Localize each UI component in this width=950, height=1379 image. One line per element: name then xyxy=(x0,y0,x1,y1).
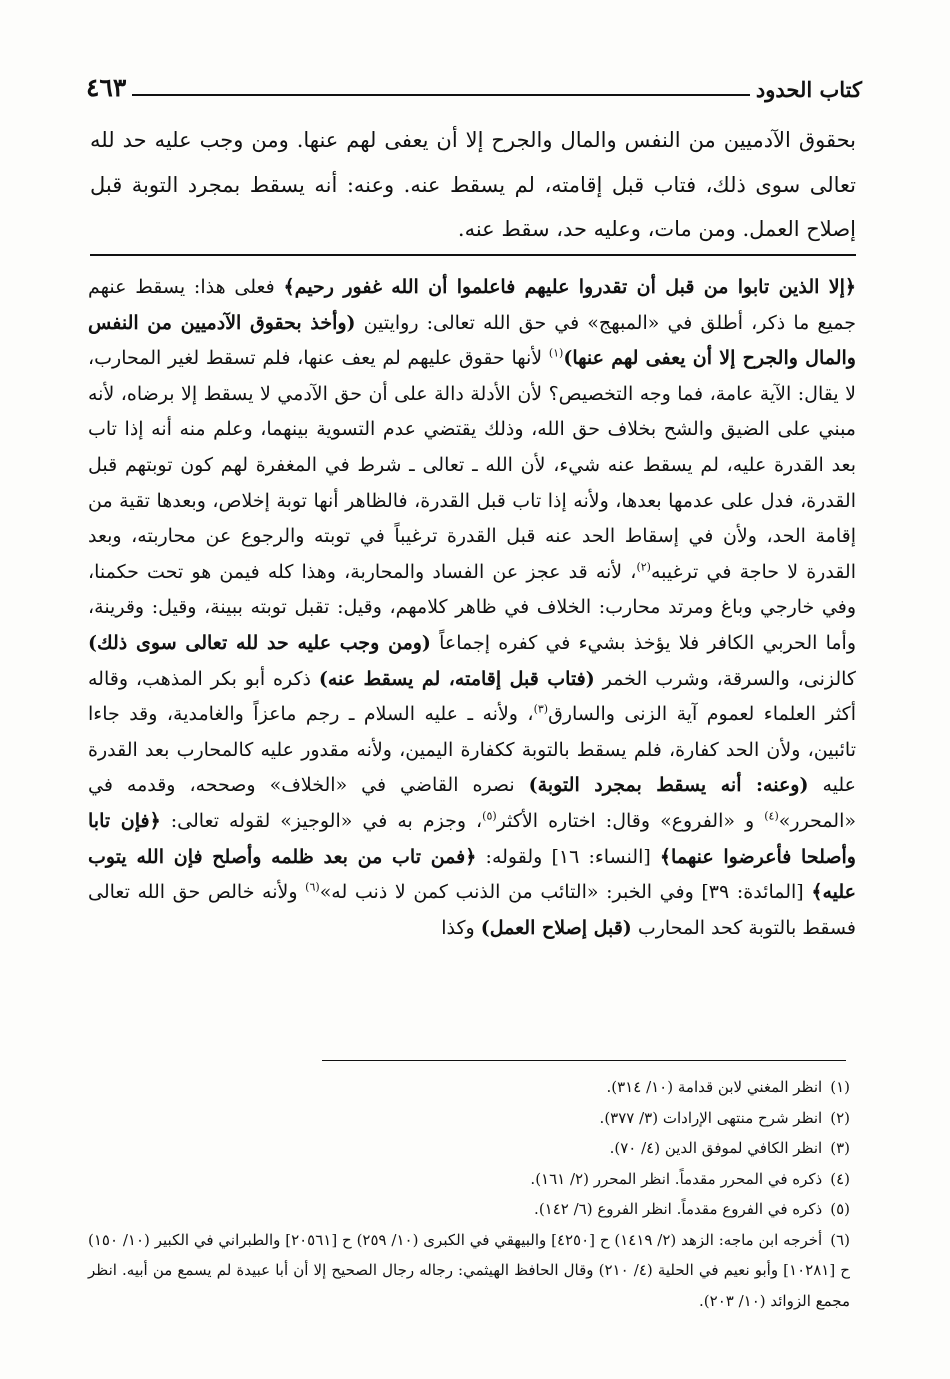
footnote-text: ذكره في المحرر مقدماً. انظر المحرر (٢/ ١٦١). xyxy=(530,1169,823,1188)
footnote-marker: (٢) xyxy=(636,560,651,574)
quoted-text: (ومن وجب عليه حد لله تعالى سوى ذلك) xyxy=(88,631,431,654)
footnotes xyxy=(88,1072,850,1316)
matn-text: بحقوق الآدميين من النفس والمال والجرح إلا أن يعفى لهم عنها. ومن وجب عليه حد لله تعالى سوى ذلك، فتاب قبل إقامته، لم يسقط عنه. وعنه: أنه يسقط بمجرد التوبة قبل إصلاح العمل. ومن مات، وعليه حد، سقط عنه. xyxy=(90,128,856,241)
quoted-text: (فتاب قبل إقامته، لم يسقط عنه) xyxy=(318,667,595,690)
page-number: ٤٦٣ xyxy=(86,73,127,102)
book-title: كتاب الحدود xyxy=(755,77,862,102)
footnote-text: انظر شرح منتهى الإرادات (٣/ ٣٧٧). xyxy=(599,1108,823,1127)
matn-divider xyxy=(90,254,856,256)
commentary-text: لأنها حقوق عليهم لم يعف عنها، فلم تسقط لغير المحارب، لا يقال: الآية عامة، فما وجه التخصيص؟ لأن الأدلة دالة على أن حق الآدمي لا يسقط إلا برضاه، لأنه مبني على الضيق والشح بخلاف حق الله، وذلك يقتضي عدم التسوية بينهما، وعلم منه أنه إذا تاب بعد القدرة عليه، لم يسقط عنه شيء، لأن الله ـ تعالى ـ شرط في المغفرة لهم كون توبتهم قبل القدرة، فدل على عدمها بعدها، ولأنه إذا تاب قبل القدرة، فالظاهر أنها توبة إخلاص، وبعدها تقية من إقامة الحد، ولأن في إسقاط الحد عنه قبل القدرة ترغيباً في توبته والرجوع عن محاربته، وبعد القدرة لا حاجة في ترغيبه xyxy=(88,347,856,583)
footnote-item xyxy=(88,1225,850,1317)
footnote-number: (٢) xyxy=(830,1108,850,1127)
footnote-item xyxy=(88,1072,850,1103)
commentary-text: ، لأنه قد عجز عن الفساد والمحاربة، وهذا كله فيمن هو تحت حكمنا، وفي خارجي وباغ ومرتد محارب: الخلاف في ظاهر كلامهم، وقيل: تقبل توبته ببينة، وقيل: وقرينة، وأما الحربي الكافر فلا يؤخذ بشيء في كفره إجماعاً xyxy=(88,560,856,654)
sharh-text xyxy=(88,270,856,946)
commentary-text: و «الفروع» وقال: اختاره الأكثر xyxy=(496,809,765,832)
footnote-text: انظر الكافي لموفق الدين (٤/ ٧٠). xyxy=(609,1139,823,1157)
footnote-marker: (٣) xyxy=(533,702,549,716)
footnote-item xyxy=(88,1164,850,1195)
commentary-text: وكذا xyxy=(441,916,481,939)
footnote-number: (٥) xyxy=(830,1200,850,1218)
commentary-text: ، ولأنه ـ عليه السلام ـ رجم ماعزاً والغامدية، وقد جاءا تائبين، ولأن الحد كفارة، فلم يسقط بالتوبة ككفارة اليمين، ولأنه مقدور عليه كالمحارب بعد القدرة عليه xyxy=(88,703,856,797)
commentary-text: كالزنى، والسرقة، وشرب الخمر xyxy=(594,667,856,690)
footnote-marker: (٤) xyxy=(764,809,779,823)
footnote-number: (٣) xyxy=(830,1139,850,1157)
commentary-text: فعلى هذا: يسقط عنهم جميع ما ذكر، أطلق في «المبهج» في حق الله تعالى: روايتين xyxy=(88,276,856,334)
footnote-marker: (٥) xyxy=(482,809,497,823)
quoted-text: ﴿فإن تابا وأصلحا فأعرضوا عنهما﴾ xyxy=(88,809,856,868)
footnote-item xyxy=(88,1133,850,1164)
quoted-text: ﴿إلا الذين تابوا من قبل أن تقدروا عليهم فاعلموا أن الله غفور رحيم﴾ xyxy=(283,276,856,298)
header-rule xyxy=(132,94,750,96)
footnote-text: انظر المغني لابن قدامة (١٠/ ٣١٤). xyxy=(606,1078,823,1096)
commentary-text: ولأنه خالص حق الله تعالى فسقط بالتوبة كحد المحارب xyxy=(88,881,856,939)
commentary-text: [المائدة: ٣٩] وفي الخبر: «التائب من الذنب كمن لا ذنب له» xyxy=(319,881,812,904)
footnote-marker: (١) xyxy=(548,346,564,360)
footnote-text: أخرجه ابن ماجه: الزهد (٢/ ١٤١٩) ح [٤٢٥٠] والبيهقي في الكبرى (١٠/ ٢٥٩) ح [٢٠٥٦١] والطبراني في الكبير (١٠/ ١٥٠) ح [١٠٢٨١] وأبو نعيم في الحلية (٤/ ٢١٠) وقال الحافظ الهيثمي: رجاله رجال الصحيح إلا أن أبا عبيدة لم يسمع من أبيه. انظر مجمع الزوائد (١٠/ ٢٠٣). xyxy=(88,1230,850,1310)
footnote-number: (١) xyxy=(830,1078,850,1096)
quoted-text: (وعنه: أنه يسقط بمجرد التوبة) xyxy=(528,774,809,797)
footnote-marker: (٦) xyxy=(305,880,320,894)
quoted-text: ﴿فمن تاب من بعد ظلمه وأصلح فإن الله يتوب عليه﴾ xyxy=(88,845,857,904)
quoted-text: (وأخذ بحقوق الآدميين من النفس والمال والجرح إلا أن يعفى لهم عنها) xyxy=(88,311,856,370)
footnote-rule xyxy=(322,1060,846,1061)
footnote-number: (٤) xyxy=(830,1169,850,1188)
footnote-text: ذكره في الفروع مقدماً. انظر الفروع (٦/ ١٤٢). xyxy=(534,1200,823,1218)
footnote-item xyxy=(88,1103,850,1134)
footnote-number: (٦) xyxy=(830,1230,850,1249)
commentary-text: ، وجزم به في «الوجيز» لقوله تعالى: xyxy=(160,809,483,832)
commentary-text: نصره القاضي في «الخلاف» وصححه، وقدمه في «المحرر» xyxy=(88,774,856,832)
commentary-text: [النساء: ١٦] ولقوله: xyxy=(476,845,660,868)
running-header xyxy=(86,62,862,102)
footnote-item xyxy=(88,1194,850,1225)
commentary-text: ذكره أبو بكر المذهب، وقاله أكثر العلماء لعموم آية الزنى والسارق xyxy=(88,667,856,726)
quoted-text: (قبل إصلاح العمل) xyxy=(480,916,632,939)
